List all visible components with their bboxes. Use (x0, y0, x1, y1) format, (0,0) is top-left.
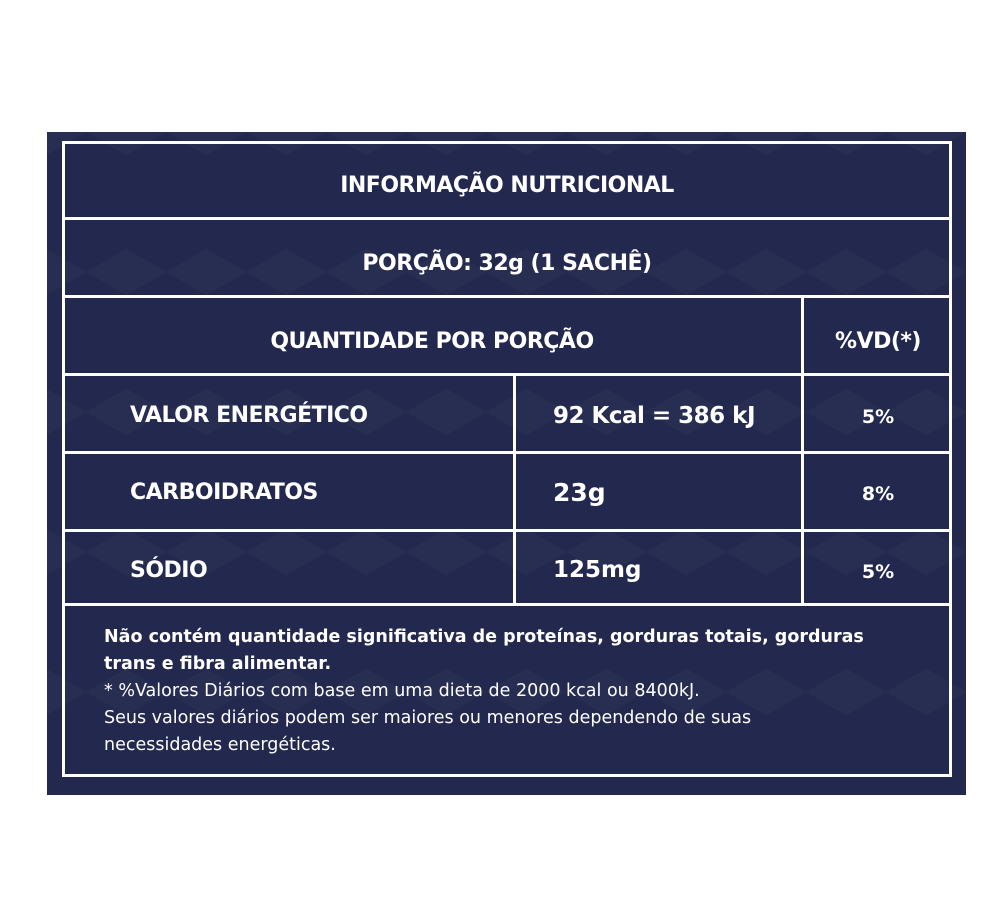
divider-header (62, 373, 952, 376)
header-vd: %VD(*) (835, 329, 921, 354)
divider-title (62, 217, 952, 220)
row-name: VALOR ENERGÉTICO (130, 403, 368, 428)
divider-amount-column (513, 373, 516, 606)
footer-line: Não contém quantidade significativa de proteínas, gorduras totais, gorduras (104, 627, 864, 647)
footer-line: trans e fibra alimentar. (104, 654, 332, 674)
divider-row-1 (62, 451, 952, 454)
footer-line: * %Valores Diários com base em uma dieta de 2000 kcal ou 8400kJ. (104, 681, 700, 701)
row-vd: 5% (861, 406, 895, 428)
table-title: INFORMAÇÃO NUTRICIONAL (340, 173, 674, 198)
row-vd: 5% (861, 561, 895, 583)
header-quantity: QUANTIDADE POR PORÇÃO (270, 329, 594, 354)
row-vd: 8% (861, 483, 895, 505)
footer-line: necessidades energéticas. (104, 735, 336, 755)
divider-portion (62, 295, 952, 298)
row-amount: 125mg (553, 557, 642, 583)
row-amount: 23g (553, 478, 606, 507)
row-amount: 92 Kcal = 386 kJ (553, 403, 756, 429)
row-name: SÓDIO (130, 558, 208, 583)
portion-label: PORÇÃO: 32g (1 SACHÊ) (362, 251, 652, 276)
footer-line: Seus valores diários podem ser maiores ou menores dependendo de suas (104, 708, 752, 728)
divider-row-3 (62, 603, 952, 606)
footer-notes (104, 624, 924, 759)
divider-row-2 (62, 529, 952, 532)
row-name: CARBOIDRATOS (130, 480, 318, 505)
